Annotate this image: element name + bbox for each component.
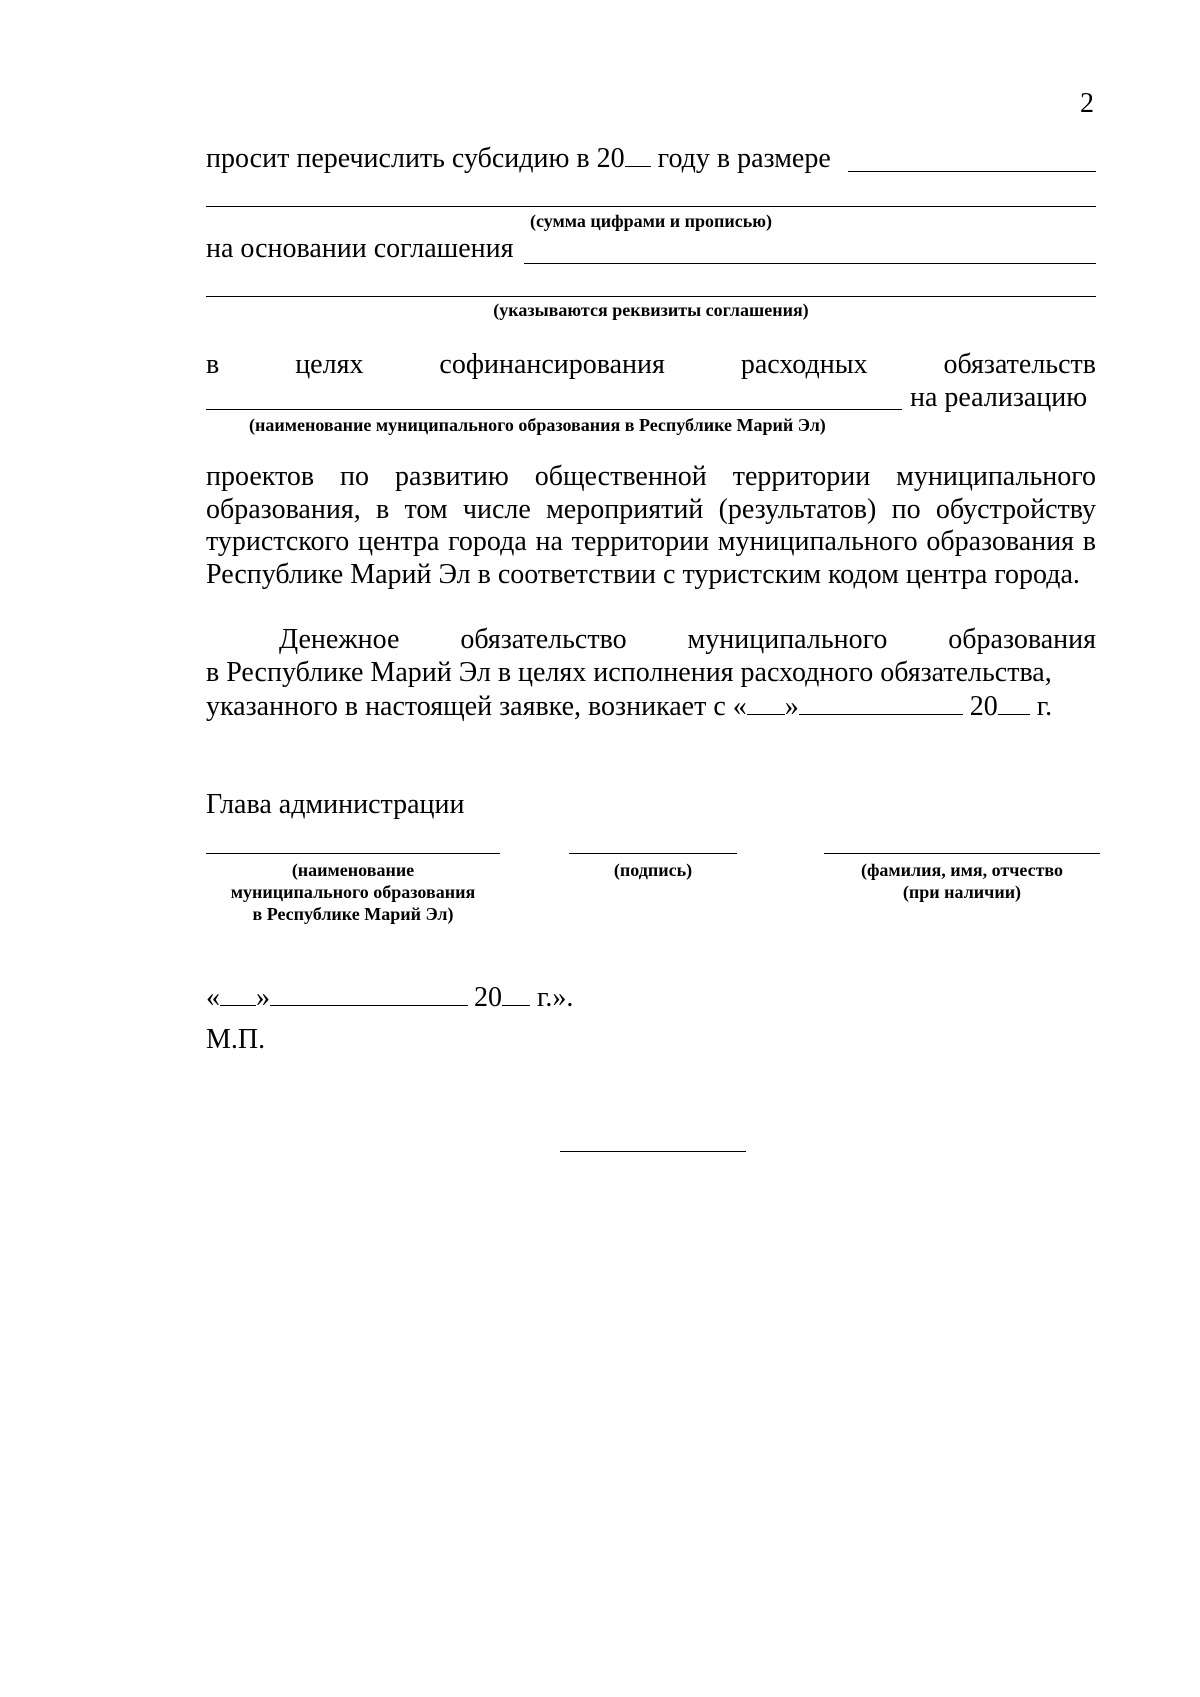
subsidy-request-line [206,142,831,175]
signature-title: Глава администрации [206,789,465,820]
subsidy-amount-label: году в размере [650,143,831,174]
obligation-date-text: указанного в настоящей заявке, возникает с « [206,691,747,722]
month-blank [799,690,963,715]
purpose-word: расходных [740,349,868,380]
quote-close: » [784,691,799,722]
purpose-row [206,349,1096,381]
obligation-second-line: в Республике Марий Эл в целях исполнения расходного обязательства, [206,657,1052,688]
date-year-blank [502,981,530,1006]
year-blank [625,142,651,167]
caption-line: (при наличии) [902,882,1022,902]
signature-sign-line [569,853,737,854]
agreement-blank-line-2 [206,296,1096,297]
date-month-blank [270,981,468,1006]
obligation-date-line [206,690,1052,723]
date-quote-open: « [206,982,220,1013]
end-separator [560,1151,746,1152]
realization-text: на реализацию [910,382,1088,413]
agreement-label: на основании соглашения [206,233,514,264]
obligation-word: муниципального [687,624,888,655]
page-number: 2 [1080,88,1094,119]
purpose-word: софинансирования [439,349,665,380]
date-line [206,981,573,1014]
caption-line: (фамилия, имя, отчество [860,860,1064,880]
date-quote-close: » [256,982,270,1013]
date-year-prefix: 20 [474,982,502,1013]
year-prefix: 20 [962,691,998,722]
year-suffix: г. [1029,691,1053,722]
caption-line: муниципального образования [230,882,476,902]
obligation-word: образования [948,624,1096,655]
date-day-blank [220,981,256,1006]
caption-line: (наименование [291,860,415,880]
caption-agreement: (указываются реквизиты соглашения) [493,300,809,320]
caption-signature-sign: (подпись) [613,860,693,880]
signature-municipality-line [206,853,500,854]
caption-amount: (сумма цифрами и прописью) [530,211,772,231]
obligation-first-line [279,624,1096,656]
caption-municipality: (наименование муниципального образования в Республике Марий Эл) [249,415,826,435]
obligation-word: обязательство [460,624,627,655]
amount-blank-line-1 [848,171,1096,172]
signature-name-line [824,853,1100,854]
municipality-blank-line [206,409,902,410]
obligation-word: Денежное [279,624,400,655]
agreement-blank-line-1 [524,263,1096,264]
date-year-suffix: г.». [530,982,574,1013]
caption-line: в Республике Марий Эл) [252,904,454,924]
year-blank [998,690,1030,715]
day-blank [747,690,785,715]
paragraph-projects: проектов по развитию общественной территории муниципального образования, в том числе мероприятий (результатов) по обустройству туристского центра города на территории муниципального образования в Республике Марий Эл в соответствии с туристским кодом центра города. [206,461,1096,590]
purpose-word: целях [295,349,364,380]
amount-blank-line-2 [206,206,1096,207]
caption-signature-name [824,859,1100,903]
caption-signature-municipality [206,859,500,925]
stamp-placeholder: М.П. [206,1024,266,1055]
purpose-word: в [206,349,220,380]
purpose-word: обязательств [943,349,1096,380]
subsidy-request-text: просит перечислить субсидию в 20 [206,143,625,174]
